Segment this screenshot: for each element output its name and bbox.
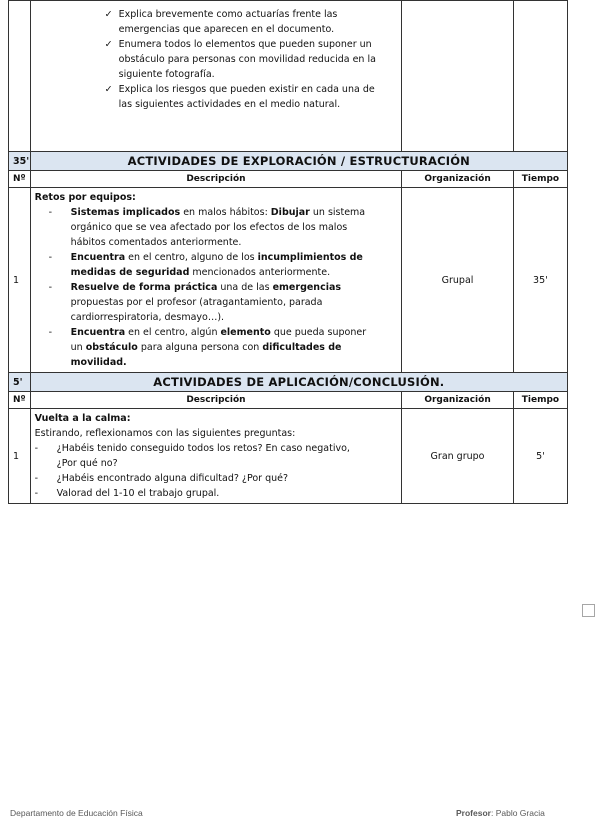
header-num: Nº [9, 392, 31, 409]
section-application-header [9, 373, 568, 392]
section-exploration-header [9, 152, 568, 171]
previous-activity-row [9, 1, 568, 152]
check-icon: ✓ [104, 84, 113, 95]
list-item: - Resuelve de forma práctica una de las emergencias propuestas por el profesor (atragantamiento, parada cardiorrespiratoria, desmayo…). [48, 282, 342, 323]
list-item: - ¿Habéis tenido conseguido todos los retos? En caso negativo, ¿Por qué no? [34, 443, 350, 469]
column-headers [9, 171, 568, 188]
activity-number: 1 [9, 188, 31, 373]
header-description: Descripción [30, 392, 402, 409]
list-item: - Encuentra en el centro, alguno de los incumplimientos de medidas de seguridad mencionados anteriormente. [48, 252, 363, 278]
section-title: ACTIVIDADES DE EXPLORACIÓN / ESTRUCTURACIÓN [30, 152, 567, 171]
activity-intro: Vuelta a la calma: [34, 413, 131, 424]
activity-time: 5' [513, 409, 567, 504]
list-item: - ¿Habéis encontrado alguna dificultad? ¿Por qué? [34, 473, 289, 484]
list-item: - Encuentra en el centro, algún elemento que pueda suponer un obstáculo para alguna persona con dificultades de movilidad. [48, 327, 367, 368]
activities-table [8, 0, 568, 504]
activity-organization: Gran grupo [402, 409, 514, 504]
list-item: - Sistemas implicados en malos hábitos: Dibujar un sistema orgánico que se vea afectado por los efectos de los malos hábitos comentados anteriormente. [48, 207, 366, 248]
check-icon: ✓ [104, 9, 113, 20]
section-time: 35' [9, 152, 31, 171]
activity-row [9, 188, 568, 373]
checklist-item: ✓ Explica los riesgos que pueden existir en cada una de las siguientes actividades en el medio natural. [104, 84, 375, 110]
header-description: Descripción [30, 171, 402, 188]
header-time: Tiempo [513, 171, 567, 188]
checklist [35, 7, 398, 112]
document-page [8, 0, 568, 504]
checklist-item: ✓ Explica brevemente como actuarías frente las emergencias que aparecen en el documento. [104, 9, 338, 35]
header-organization: Organización [402, 392, 514, 409]
footer-department: Departamento de Educación Física [10, 808, 143, 818]
question-list [35, 441, 398, 501]
activity-text: Estirando, reflexionamos con las siguientes preguntas: [34, 428, 296, 439]
activity-row [9, 409, 568, 504]
header-time: Tiempo [513, 392, 567, 409]
activity-intro: Retos por equipos: [34, 192, 136, 203]
section-time: 5' [9, 373, 31, 392]
activity-organization: Grupal [402, 188, 514, 373]
checklist-item: ✓ Enumera todos lo elementos que pueden suponer un obstáculo para personas con movilidad reducida en la siguiente fotografía. [104, 39, 376, 80]
challenge-list [35, 205, 398, 370]
paragraph-marker-box [582, 604, 595, 617]
header-num: Nº [9, 171, 31, 188]
list-item: - Valorad del 1-10 el trabajo grupal. [34, 488, 220, 499]
column-headers [9, 392, 568, 409]
footer-teacher: Profesor: Pablo Gracia [456, 808, 545, 818]
check-icon: ✓ [104, 39, 113, 50]
section-title: ACTIVIDADES DE APLICACIÓN/CONCLUSIÓN. [30, 373, 567, 392]
activity-number: 1 [9, 409, 31, 504]
header-organization: Organización [402, 171, 514, 188]
activity-time: 35' [513, 188, 567, 373]
